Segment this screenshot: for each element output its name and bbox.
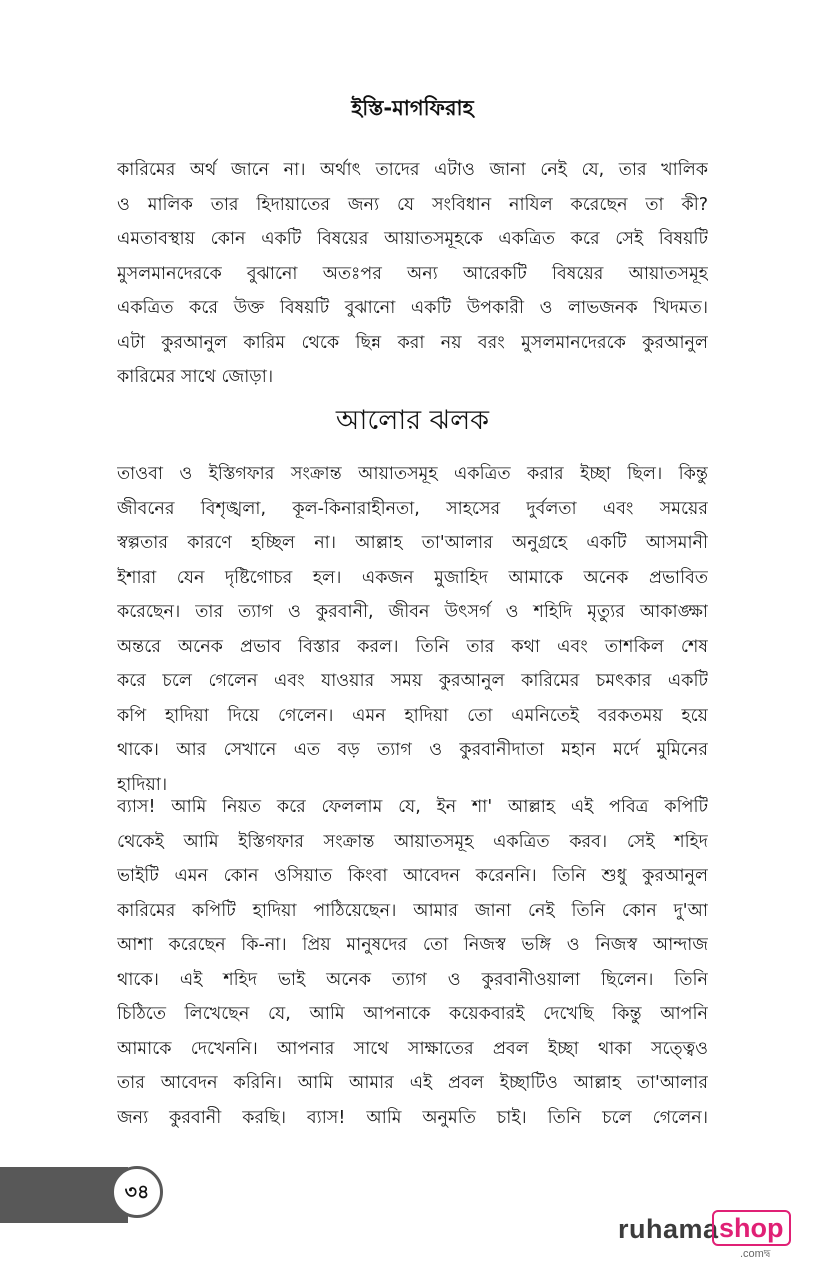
brand-logo-suffix: .comদ্ব <box>740 1248 771 1260</box>
text-line: করেছেন। তার ত্যাগ ও কুরবানী, জীবন উৎসর্গ ও শহিদি মৃত্যুর আকাঙ্ক্ষা <box>117 602 708 622</box>
brand-logo-word-ruhama: ruhama <box>618 1214 719 1244</box>
brand-logo <box>618 1210 788 1260</box>
text-line: কপি হাদিয়া দিয়ে গেলেন। এমন হাদিয়া তো এমনিতেই বরকতময় হয়ে <box>117 705 708 726</box>
page-number: ৩৪ <box>111 1166 163 1218</box>
text-line: করে চলে গেলেন এবং যাওয়ার সময় কুরআনুল কারিমের চমৎকার একটি <box>117 671 708 691</box>
text-line: ব্যাস! আমি নিয়ত করে ফেললাম যে, ইন শা' আল্লাহ এই পবিত্র কপিটি <box>117 797 708 817</box>
paragraph-continued <box>117 153 708 395</box>
text-line: ভাইটি এমন কোন ওসিয়াত কিংবা আবেদন করেননি। তিনি শুধু কুরআনুল <box>117 866 708 886</box>
text-line: জীবনের বিশৃঙ্খলা, কূল-কিনারাহীনতা, সাহসের দুর্বলতা এবং সময়ের <box>117 498 708 519</box>
text-line: আমাকে দেখেননি। আপনার সাথে সাক্ষাতের প্রবল ইচ্ছা থাকা সত্ত্বেও <box>117 1038 708 1059</box>
text-line: জন্য কুরবানী করছি। ব্যাস! আমি অনুমতি চাই। তিনি চলে গেলেন। <box>117 1107 708 1128</box>
text-line: অন্তরে অনেক প্রভাব বিস্তার করল। তিনি তার কথা এবং তাশকিল শেষ <box>117 636 708 657</box>
text-line: থাকে। আর সেখানে এত বড় ত্যাগ ও কুরবানীদাতা মহান মর্দে মুমিনের <box>117 740 708 760</box>
footer-bar <box>0 1167 128 1223</box>
text-line: একত্রিত করে উক্ত বিষয়টি বুঝানো একটি উপকারী ও লাভজনক খিদমত। <box>117 298 708 318</box>
text-line: তার আবেদন করিনি। আমি আমার এই প্রবল ইচ্ছাটিও আল্লাহ তা'আলার <box>117 1073 708 1093</box>
text-line: কারিমের সাথে জোড়া। <box>117 367 274 387</box>
text-line: চিঠিতে লিখেছেন যে, আমি আপনাকে কয়েকবারই দেখেছি কিন্তু আপনি <box>117 1004 708 1024</box>
text-line: ও মালিক তার হিদায়াতের জন্য যে সংবিধান নাযিল করেছেন তা কী? <box>117 194 708 215</box>
paragraph <box>117 457 708 802</box>
text-line: এটা কুরআনুল কারিম থেকে ছিন্ন করা নয় বরং মুসলমানদেরকে কুরআনুল <box>117 332 708 353</box>
text-line: কারিমের অর্থ জানে না। অর্থাৎ তাদের এটাও জানা নেই যে, তার খালিক <box>117 160 708 180</box>
text-line: তাওবা ও ইস্তিগফার সংক্রান্ত আয়াতসমূহ একত্রিত করার ইচ্ছা ছিল। কিন্তু <box>117 464 708 484</box>
text-line: থাকে। এই শহিদ ভাই অনেক ত্যাগ ও কুরবানীওয়ালা ছিলেন। তিনি <box>117 969 708 990</box>
text-line: কারিমের কপিটি হাদিয়া পাঠিয়েছেন। আমার জানা নেই তিনি কোন দু'আ <box>117 900 708 921</box>
running-header-title: ইস্তি-মাগফিরাহ <box>351 96 474 120</box>
brand-logo-word-shop: shop <box>712 1210 791 1246</box>
paragraph <box>117 790 708 1135</box>
text-line: মুসলমানদেরকে বুঝানো অতঃপর অন্য আরেকটি বিষয়ের আয়াতসমূহ <box>117 263 708 284</box>
text-line: ইশারা যেন দৃষ্টিগোচর হল। একজন মুজাহিদ আমাকে অনেক প্রভাবিত <box>117 567 708 588</box>
text-line: স্বল্পতার কারণে হচ্ছিল না। আল্লাহ তা'আলার অনুগ্রহে একটি আসমানী <box>117 533 708 553</box>
text-line: হাদিয়া। <box>117 774 168 795</box>
text-line: থেকেই আমি ইস্তিগফার সংক্রান্ত আয়াতসমূহ একত্রিত করব। সেই শহিদ <box>117 831 708 852</box>
section-heading: আলোর ঝলক <box>335 405 490 436</box>
text-line: আশা করেছেন কি-না। প্রিয় মানুষদের তো নিজস্ব ভঙ্গি ও নিজস্ব আন্দাজ <box>117 935 708 955</box>
text-line: এমতাবস্থায় কোন একটি বিষয়ের আয়াতসমূহকে একত্রিত করে সেই বিষয়টি <box>117 229 708 249</box>
